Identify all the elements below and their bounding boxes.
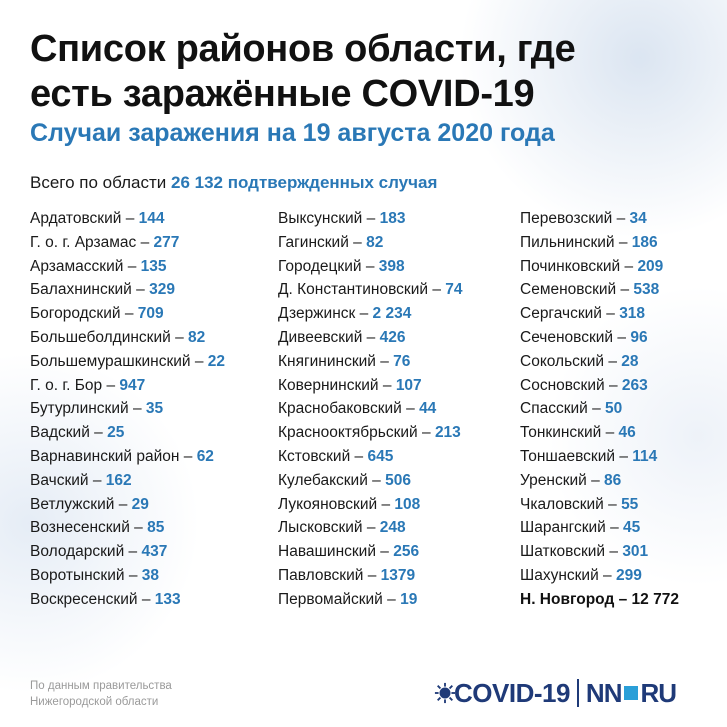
district-cases: 35: [145, 400, 164, 418]
dash-separator: –: [355, 305, 373, 323]
district-row: [30, 564, 225, 588]
district-cases: 2 234: [372, 305, 412, 323]
dash-separator: –: [123, 257, 141, 275]
district-name: Шарангский: [520, 519, 606, 537]
source-note: [30, 678, 172, 710]
district-row: [520, 564, 679, 588]
district-cases: 46: [618, 424, 636, 442]
district-row: [278, 397, 463, 421]
dash-separator: –: [131, 281, 150, 299]
district-row: [278, 588, 463, 612]
district-cases: 318: [619, 305, 646, 323]
district-name: Дивеевский: [278, 328, 363, 346]
district-name: Перевозский: [520, 210, 613, 227]
district-cases: 45: [623, 519, 641, 537]
district-cases: 426: [379, 328, 406, 346]
dash-separator: –: [601, 424, 619, 442]
district-name: Починковский: [520, 257, 621, 275]
dash-separator: –: [601, 305, 620, 323]
dash-separator: –: [121, 210, 139, 227]
dash-separator: –: [598, 566, 616, 584]
district-name: Богородский: [30, 305, 121, 323]
district-row: [520, 350, 679, 374]
dash-separator: –: [375, 352, 394, 370]
district-cases: 114: [632, 447, 658, 465]
district-cases: 538: [633, 281, 660, 299]
district-row: [278, 421, 463, 445]
district-name: Краснобаковский: [278, 400, 402, 418]
district-name: Сокольский: [520, 352, 605, 370]
dash-separator: –: [102, 376, 120, 394]
district-row: [278, 540, 463, 564]
district-cases: 162: [105, 471, 132, 489]
district-name: Сергачский: [520, 305, 602, 323]
district-name: Кстовский: [278, 447, 351, 465]
dash-separator: –: [612, 210, 630, 227]
district-row: [520, 588, 679, 612]
source-line-1: По данным правительства: [30, 680, 172, 692]
district-row: [278, 231, 463, 255]
district-cases: 22: [207, 352, 226, 370]
dash-separator: –: [614, 233, 632, 251]
dash-separator: –: [376, 543, 394, 561]
dash-separator: –: [120, 305, 138, 323]
virus-icon: [434, 682, 456, 704]
dash-separator: –: [136, 233, 154, 251]
district-cases: 437: [141, 543, 168, 561]
district-cases: 256: [393, 543, 420, 561]
district-name: Ковернинский: [278, 376, 379, 394]
district-cases: 12 772: [631, 590, 679, 608]
district-row: [520, 445, 679, 469]
district-name: Н. Новгород: [520, 590, 615, 608]
district-name: Спасский: [520, 400, 588, 418]
district-cases: 25: [107, 424, 125, 442]
district-cases: 645: [367, 447, 394, 465]
dash-separator: –: [605, 543, 623, 561]
district-row: [30, 374, 225, 398]
dash-separator: –: [88, 471, 106, 489]
dash-separator: –: [378, 376, 396, 394]
district-name: Воротынский: [30, 566, 125, 584]
district-name: Шахунский: [520, 566, 599, 584]
district-row: [520, 374, 679, 398]
district-cases: 709: [137, 305, 164, 323]
district-name: Г. о. г. Арзамас: [30, 233, 137, 251]
source-line-2: Нижегородской области: [30, 696, 159, 708]
district-cases: 74: [445, 281, 463, 299]
dash-separator: –: [124, 566, 142, 584]
dash-separator: –: [604, 352, 622, 370]
dash-separator: –: [361, 257, 379, 275]
district-cases: 34: [629, 210, 647, 227]
dash-separator: –: [613, 328, 631, 346]
district-name: Ветлужский: [30, 495, 115, 513]
district-cases: 277: [153, 233, 180, 251]
district-cases: 38: [141, 566, 159, 584]
district-name: Гагинский: [278, 233, 349, 251]
district-cases: 135: [140, 257, 167, 275]
district-name: Лукояновский: [278, 495, 378, 513]
district-cases: 1379: [380, 566, 416, 584]
dash-separator: –: [362, 328, 380, 346]
district-name: Городецкий: [278, 257, 362, 275]
district-column-2: [278, 207, 463, 612]
district-name: Шатковский: [520, 543, 606, 561]
dash-separator: –: [179, 447, 197, 465]
district-name: Вознесенский: [30, 519, 130, 537]
page-subtitle: Случаи заражения на 19 августа 2020 года: [30, 119, 555, 147]
district-name: Дзержинск: [278, 305, 356, 323]
district-name: Навашинский: [278, 543, 376, 561]
district-cases: 82: [188, 328, 206, 346]
district-row: [520, 302, 679, 326]
district-name: Большеболдинский: [30, 328, 171, 346]
district-name: Лысковский: [278, 519, 363, 537]
dash-separator: –: [137, 590, 155, 608]
district-name: Сосновский: [520, 376, 605, 394]
dash-separator: –: [170, 328, 188, 346]
district-column-1: [30, 207, 225, 612]
district-cases: 62: [196, 447, 214, 465]
district-name: Павловский: [278, 566, 364, 584]
district-row: [520, 207, 679, 231]
total-value: 26 132 подтвержденных случая: [171, 173, 438, 192]
district-name: Тонкинский: [520, 424, 602, 442]
district-cases: 50: [605, 400, 623, 418]
dash-separator: –: [129, 519, 148, 537]
district-cases: 398: [378, 257, 405, 275]
dash-separator: –: [401, 400, 420, 418]
district-name: Пильнинский: [520, 233, 615, 251]
district-name: Д. Константиновский: [278, 281, 429, 299]
district-row: [278, 516, 463, 540]
district-cases: 183: [379, 210, 406, 227]
district-cases: 19: [400, 590, 418, 608]
district-name: Чкаловский: [520, 495, 604, 513]
district-row: [520, 397, 679, 421]
district-row: [278, 278, 463, 302]
district-cases: 186: [631, 233, 658, 251]
district-row: [520, 326, 679, 350]
dash-separator: –: [367, 471, 386, 489]
dash-separator: –: [417, 424, 435, 442]
district-cases: 248: [379, 519, 406, 537]
district-cases: 29: [131, 495, 149, 513]
district-cases: 299: [615, 566, 642, 584]
district-row: [30, 231, 225, 255]
district-name: Ардатовский: [30, 210, 122, 227]
district-row: [30, 326, 225, 350]
district-row: [278, 207, 463, 231]
district-cases: 82: [366, 233, 384, 251]
logo-divider: [577, 679, 579, 707]
dash-separator: –: [605, 519, 624, 537]
district-row: [30, 350, 225, 374]
district-cases: 76: [393, 352, 411, 370]
district-row: [278, 302, 463, 326]
district-cases: 96: [630, 328, 648, 346]
dash-separator: –: [350, 447, 368, 465]
district-row: [520, 421, 679, 445]
district-row: [30, 588, 225, 612]
district-cases: 209: [637, 257, 664, 275]
district-row: [30, 493, 225, 517]
total-label: Всего по области: [30, 173, 167, 192]
covid-nnru-logo: [434, 673, 676, 713]
district-row: [278, 255, 463, 279]
dash-separator: –: [362, 519, 380, 537]
district-cases: 107: [395, 376, 422, 394]
district-name: Вачский: [30, 471, 89, 489]
district-cases: 133: [154, 590, 181, 608]
dash-separator: –: [362, 210, 380, 227]
district-name: Выксунский: [278, 210, 363, 227]
district-row: [278, 326, 463, 350]
district-name: Варнавинский район: [30, 447, 180, 465]
dash-separator: –: [89, 424, 108, 442]
dash-separator: –: [614, 590, 632, 608]
district-cases: 28: [621, 352, 639, 370]
total-cases: [30, 173, 437, 193]
district-row: [30, 445, 225, 469]
district-name: Первомайский: [278, 590, 383, 608]
district-row: [278, 564, 463, 588]
district-row: [278, 493, 463, 517]
district-name: Г. о. г. Бор: [30, 376, 103, 394]
dash-separator: –: [124, 543, 142, 561]
district-row: [278, 350, 463, 374]
district-name: Сеченовский: [520, 328, 614, 346]
district-name: Бутурлинский: [30, 400, 129, 418]
district-row: [30, 469, 225, 493]
district-row: [278, 374, 463, 398]
district-cases: 85: [147, 519, 165, 537]
district-cases: 108: [394, 495, 421, 513]
district-row: [520, 255, 679, 279]
district-name: Большемурашкинский: [30, 352, 191, 370]
brand-square-icon: [624, 686, 638, 700]
district-row: [30, 278, 225, 302]
district-cases: 329: [149, 281, 175, 299]
district-name: Воскресенский: [30, 590, 138, 608]
district-column-3: [520, 207, 679, 612]
district-name: Семеновский: [520, 281, 617, 299]
district-name: Вадский: [30, 424, 90, 442]
dash-separator: –: [586, 471, 605, 489]
district-name: Кулебакский: [278, 471, 368, 489]
district-cases: 947: [119, 376, 146, 394]
district-row: [520, 540, 679, 564]
dash-separator: –: [615, 447, 633, 465]
district-name: Балахнинский: [30, 281, 132, 299]
dash-separator: –: [603, 495, 622, 513]
dash-separator: –: [616, 281, 634, 299]
district-name: Володарский: [30, 543, 125, 561]
district-row: [30, 255, 225, 279]
dash-separator: –: [377, 495, 395, 513]
district-row: [520, 278, 679, 302]
district-row: [30, 302, 225, 326]
district-cases: 55: [621, 495, 639, 513]
district-name: Уренский: [520, 471, 587, 489]
page-title: Список районов области, где есть заражённые COVID-19: [30, 28, 576, 115]
district-row: [520, 516, 679, 540]
dash-separator: –: [428, 281, 446, 299]
district-cases: 301: [622, 543, 649, 561]
dash-separator: –: [128, 400, 146, 418]
district-name: Тоншаевский: [520, 447, 616, 465]
district-row: [520, 231, 679, 255]
district-row: [30, 540, 225, 564]
district-cases: 86: [604, 471, 622, 489]
brand-left: NN: [585, 677, 622, 708]
district-cases: 144: [138, 210, 165, 227]
logo-covid-text: COVID-19: [454, 677, 570, 708]
district-cases: 263: [621, 376, 648, 394]
district-row: [30, 516, 225, 540]
district-row: [278, 469, 463, 493]
dash-separator: –: [190, 352, 208, 370]
district-cases: 506: [385, 471, 411, 489]
dash-separator: –: [382, 590, 401, 608]
dash-separator: –: [348, 233, 367, 251]
district-row: [30, 397, 225, 421]
brand-right: RU: [640, 677, 677, 708]
district-row: [520, 493, 679, 517]
district-cases: 44: [419, 400, 437, 418]
dash-separator: –: [363, 566, 381, 584]
district-row: [30, 421, 225, 445]
dash-separator: –: [114, 495, 132, 513]
district-name: Краснооктябрьский: [278, 424, 418, 442]
district-name: Арзамасский: [30, 257, 124, 275]
district-row: [278, 445, 463, 469]
district-row: [30, 207, 225, 231]
district-name: Княгининский: [278, 352, 376, 370]
district-row: [520, 469, 679, 493]
dash-separator: –: [587, 400, 606, 418]
dash-separator: –: [620, 257, 638, 275]
district-cases: 213: [434, 424, 461, 442]
dash-separator: –: [604, 376, 622, 394]
nnru-brand: [586, 678, 676, 709]
